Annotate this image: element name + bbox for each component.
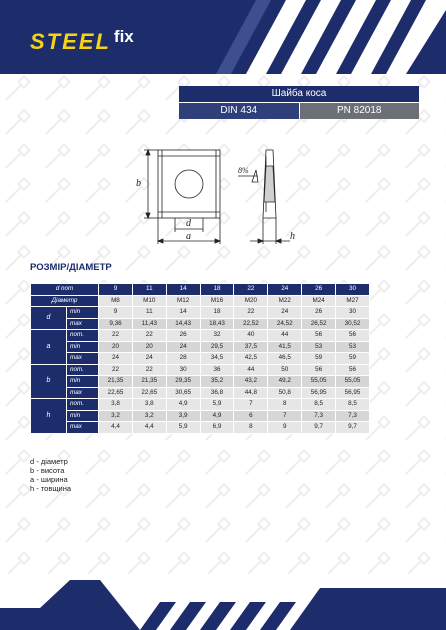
slope-label: 8% bbox=[238, 166, 249, 175]
standard-din: DIN 434 bbox=[179, 103, 299, 119]
cell-value: 30,52 bbox=[336, 318, 370, 330]
table-row bbox=[31, 318, 370, 330]
cell-value: 24 bbox=[268, 307, 302, 319]
diameter-value: M22 bbox=[268, 295, 302, 307]
cell-value: 59 bbox=[336, 353, 370, 365]
dim-label-h: h bbox=[290, 231, 295, 242]
cell-value: 35,2 bbox=[200, 376, 234, 388]
cell-value: 40 bbox=[234, 330, 268, 342]
cell-value: 8,5 bbox=[336, 399, 370, 411]
group-label: d bbox=[31, 307, 67, 330]
row-sublabel: max bbox=[67, 318, 99, 330]
cell-value: 14,43 bbox=[166, 318, 200, 330]
cell-value: 24 bbox=[166, 341, 200, 353]
group-label: b bbox=[31, 364, 67, 399]
product-title-box bbox=[179, 86, 419, 120]
cell-value: 55,05 bbox=[336, 376, 370, 388]
cell-value: 6,9 bbox=[200, 422, 234, 434]
header-label: d nom bbox=[31, 284, 99, 296]
cell-value: 43,2 bbox=[234, 376, 268, 388]
brand-name-main: STEEL bbox=[30, 29, 111, 54]
dim-label-a: a bbox=[186, 231, 191, 242]
cell-value: 56 bbox=[336, 364, 370, 376]
cell-value: 32 bbox=[200, 330, 234, 342]
cell-value: 14 bbox=[166, 307, 200, 319]
cell-value: 3,8 bbox=[132, 399, 166, 411]
row-sublabel: nom. bbox=[67, 364, 99, 376]
cell-value: 11 bbox=[132, 307, 166, 319]
brand-name-suffix: fix bbox=[113, 27, 134, 46]
dimensions-table bbox=[30, 283, 370, 434]
cell-value: 22 bbox=[132, 364, 166, 376]
table-row bbox=[31, 422, 370, 434]
cell-value: 59 bbox=[302, 353, 336, 365]
legend-item-d: d - діаметр bbox=[30, 457, 68, 466]
cell-value: 44,8 bbox=[234, 387, 268, 399]
brand-logo bbox=[30, 28, 134, 56]
table-row bbox=[31, 376, 370, 388]
cell-value: 11,43 bbox=[132, 318, 166, 330]
standard-pn: PN 82018 bbox=[300, 103, 420, 119]
cell-value: 46,5 bbox=[268, 353, 302, 365]
cell-value: 34,5 bbox=[200, 353, 234, 365]
row-sublabel: max bbox=[67, 387, 99, 399]
table-row bbox=[31, 353, 370, 365]
diameter-value: M12 bbox=[166, 295, 200, 307]
cell-value: 55,05 bbox=[302, 376, 336, 388]
row-sublabel: min bbox=[67, 410, 99, 422]
cell-value: 26 bbox=[302, 307, 336, 319]
diameter-value: M16 bbox=[200, 295, 234, 307]
cell-value: 9 bbox=[268, 422, 302, 434]
cell-value: 9,7 bbox=[336, 422, 370, 434]
cell-value: 30 bbox=[336, 307, 370, 319]
cell-value: 20 bbox=[132, 341, 166, 353]
cell-value: 4,9 bbox=[200, 410, 234, 422]
cell-value: 18,43 bbox=[200, 318, 234, 330]
table-header-row bbox=[31, 284, 370, 296]
header-value: 24 bbox=[268, 284, 302, 296]
cell-value: 21,35 bbox=[132, 376, 166, 388]
cell-value: 5,9 bbox=[166, 422, 200, 434]
cell-value: 56 bbox=[336, 330, 370, 342]
cell-value: 22 bbox=[99, 364, 133, 376]
cell-value: 22,65 bbox=[99, 387, 133, 399]
cell-value: 53 bbox=[302, 341, 336, 353]
cell-value: 22 bbox=[99, 330, 133, 342]
row-sublabel: min bbox=[67, 307, 99, 319]
cell-value: 22,65 bbox=[132, 387, 166, 399]
group-label: h bbox=[31, 399, 67, 434]
cell-value: 9 bbox=[99, 307, 133, 319]
cell-value: 30,65 bbox=[166, 387, 200, 399]
cell-value: 26 bbox=[166, 330, 200, 342]
cell-value: 5,9 bbox=[200, 399, 234, 411]
table-row bbox=[31, 399, 370, 411]
cell-value: 7 bbox=[234, 399, 268, 411]
cell-value: 29,5 bbox=[200, 341, 234, 353]
cell-value: 24 bbox=[99, 353, 133, 365]
cell-value: 26,52 bbox=[302, 318, 336, 330]
cell-value: 8 bbox=[268, 399, 302, 411]
product-title: Шайба коса bbox=[179, 86, 419, 102]
cell-value: 36,8 bbox=[200, 387, 234, 399]
cell-value: 20 bbox=[99, 341, 133, 353]
cell-value: 22 bbox=[234, 307, 268, 319]
legend bbox=[30, 457, 71, 493]
cell-value: 9,7 bbox=[302, 422, 336, 434]
legend-item-a: a - ширина bbox=[30, 475, 68, 484]
table-row bbox=[31, 410, 370, 422]
legend-item-b: b - висота bbox=[30, 466, 65, 475]
header-value: 14 bbox=[166, 284, 200, 296]
diameter-value: M20 bbox=[234, 295, 268, 307]
cell-value: 3,2 bbox=[132, 410, 166, 422]
cell-value: 30 bbox=[166, 364, 200, 376]
cell-value: 3,9 bbox=[166, 410, 200, 422]
cell-value: 50,8 bbox=[268, 387, 302, 399]
cell-value: 4,4 bbox=[132, 422, 166, 434]
header-stripes bbox=[146, 0, 446, 74]
table-row bbox=[31, 341, 370, 353]
row-sublabel: nom. bbox=[67, 330, 99, 342]
diameter-label: Діаметр bbox=[31, 295, 99, 307]
washer-drawing bbox=[130, 142, 310, 257]
diameter-value: M10 bbox=[132, 295, 166, 307]
cell-value: 21,35 bbox=[99, 376, 133, 388]
cell-value: 3,8 bbox=[99, 399, 133, 411]
cell-value: 7,3 bbox=[302, 410, 336, 422]
cell-value: 24 bbox=[132, 353, 166, 365]
cell-value: 7,3 bbox=[336, 410, 370, 422]
group-label: a bbox=[31, 330, 67, 365]
cell-value: 56,95 bbox=[302, 387, 336, 399]
cell-value: 28 bbox=[166, 353, 200, 365]
table-row bbox=[31, 364, 370, 376]
cell-value: 22 bbox=[132, 330, 166, 342]
cell-value: 7 bbox=[268, 410, 302, 422]
standards-row bbox=[179, 103, 419, 119]
cell-value: 42,5 bbox=[234, 353, 268, 365]
footer-banner bbox=[0, 580, 446, 630]
cell-value: 36 bbox=[200, 364, 234, 376]
row-sublabel: min bbox=[67, 376, 99, 388]
cell-value: 4,9 bbox=[166, 399, 200, 411]
table-row-diameter bbox=[31, 295, 370, 307]
table-row bbox=[31, 387, 370, 399]
cell-value: 3,2 bbox=[99, 410, 133, 422]
cell-value: 41,5 bbox=[268, 341, 302, 353]
header-value: 18 bbox=[200, 284, 234, 296]
header-value: 9 bbox=[99, 284, 133, 296]
diameter-value: M27 bbox=[336, 295, 370, 307]
dim-label-d: d bbox=[186, 218, 191, 229]
dim-label-b: b bbox=[136, 178, 141, 189]
cell-value: 53 bbox=[336, 341, 370, 353]
cell-value: 56,95 bbox=[336, 387, 370, 399]
cell-value: 4,4 bbox=[99, 422, 133, 434]
diameter-value: M8 bbox=[99, 295, 133, 307]
cell-value: 6 bbox=[234, 410, 268, 422]
table-row bbox=[31, 307, 370, 319]
legend-item-h: h - товщина bbox=[30, 484, 72, 493]
diameter-value: M24 bbox=[302, 295, 336, 307]
cell-value: 50 bbox=[268, 364, 302, 376]
row-sublabel: max bbox=[67, 422, 99, 434]
header-value: 22 bbox=[234, 284, 268, 296]
cell-value: 9,36 bbox=[99, 318, 133, 330]
cell-value: 56 bbox=[302, 330, 336, 342]
row-sublabel: nom. bbox=[67, 399, 99, 411]
cell-value: 22,52 bbox=[234, 318, 268, 330]
cell-value: 44 bbox=[234, 364, 268, 376]
row-sublabel: min bbox=[67, 341, 99, 353]
cell-value: 18 bbox=[200, 307, 234, 319]
cell-value: 37,5 bbox=[234, 341, 268, 353]
header-value: 26 bbox=[302, 284, 336, 296]
cell-value: 44 bbox=[268, 330, 302, 342]
table-row bbox=[31, 330, 370, 342]
section-title: РОЗМІР/ДІАМЕТР bbox=[30, 262, 112, 273]
cell-value: 56 bbox=[302, 364, 336, 376]
cell-value: 49,2 bbox=[268, 376, 302, 388]
cell-value: 24,52 bbox=[268, 318, 302, 330]
header-banner bbox=[0, 0, 446, 74]
cell-value: 8 bbox=[234, 422, 268, 434]
header-value: 30 bbox=[336, 284, 370, 296]
row-sublabel: max bbox=[67, 353, 99, 365]
cell-value: 29,35 bbox=[166, 376, 200, 388]
cell-value: 8,5 bbox=[302, 399, 336, 411]
header-value: 11 bbox=[132, 284, 166, 296]
